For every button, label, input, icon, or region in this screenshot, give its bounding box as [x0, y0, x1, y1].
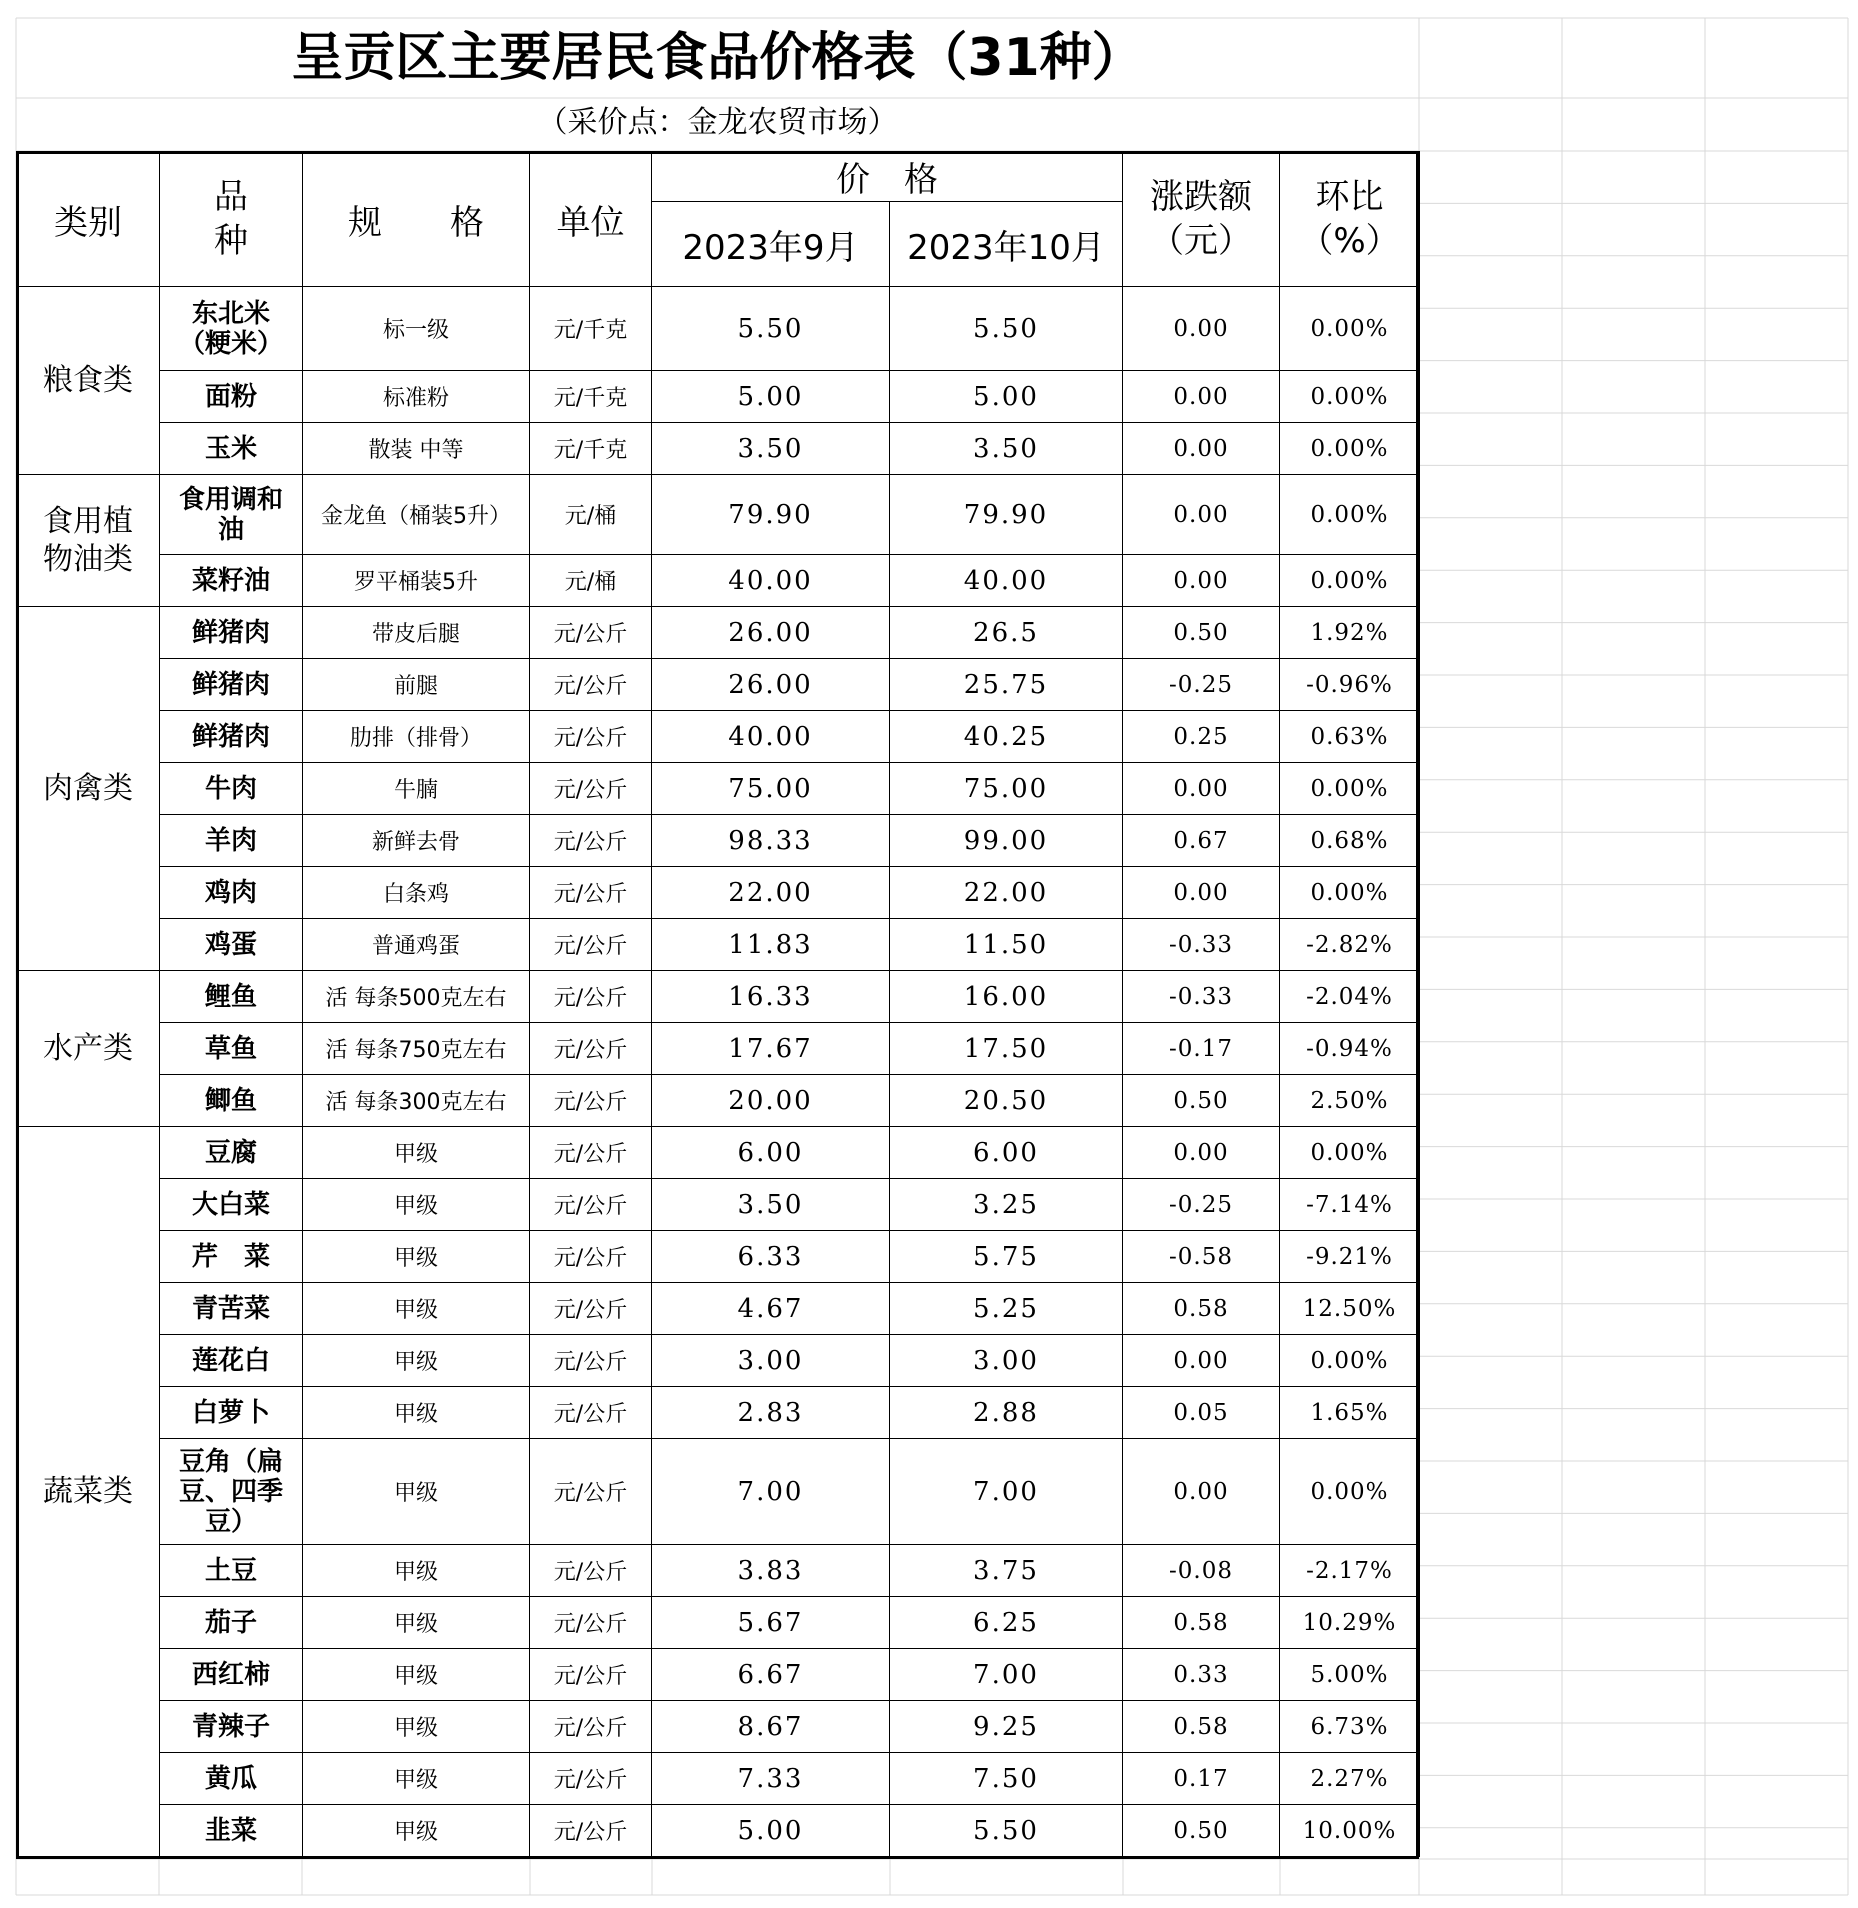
change-cell: 0.00: [1123, 1439, 1280, 1545]
item-cell: 鸡蛋: [160, 919, 303, 971]
table-row: [17, 1127, 1420, 1179]
curr-price-cell: 75.00: [890, 763, 1123, 815]
curr-price-cell: 3.00: [890, 1335, 1123, 1387]
prev-price-cell: 4.67: [652, 1283, 890, 1335]
header-curr-month: 2023年10月: [890, 202, 1123, 287]
prev-price-cell: 2.83: [652, 1387, 890, 1439]
prev-price-cell: 40.00: [652, 711, 890, 763]
pct-cell: 0.00%: [1280, 1335, 1420, 1387]
header-spec: 规 格: [303, 152, 530, 287]
pct-cell: 1.92%: [1280, 607, 1420, 659]
spec-cell: 牛腩: [303, 763, 530, 815]
curr-price-cell: 5.50: [890, 287, 1123, 371]
page-title: 呈贡区主要居民食品价格表（31种）: [291, 28, 1144, 88]
pct-cell: 0.00%: [1280, 555, 1420, 607]
spec-cell: 甲级: [303, 1701, 530, 1753]
pct-cell: -2.82%: [1280, 919, 1420, 971]
unit-cell: 元/公斤: [530, 659, 652, 711]
spec-cell: 甲级: [303, 1335, 530, 1387]
pct-cell: 0.00%: [1280, 287, 1420, 371]
pct-cell: 2.27%: [1280, 1753, 1420, 1805]
spec-cell: 甲级: [303, 1805, 530, 1857]
table-row: [17, 555, 1420, 607]
item-cell: 黄瓜: [160, 1753, 303, 1805]
unit-cell: 元/桶: [530, 555, 652, 607]
item-cell: 鲫鱼: [160, 1075, 303, 1127]
change-cell: 0.00: [1123, 763, 1280, 815]
table-row: [17, 423, 1420, 475]
unit-cell: 元/公斤: [530, 815, 652, 867]
pct-cell: -2.04%: [1280, 971, 1420, 1023]
unit-cell: 元/公斤: [530, 1179, 652, 1231]
spec-cell: 甲级: [303, 1283, 530, 1335]
table-row: [17, 475, 1420, 555]
spec-cell: 甲级: [303, 1439, 530, 1545]
curr-price-cell: 40.00: [890, 555, 1123, 607]
spec-cell: 普通鸡蛋: [303, 919, 530, 971]
pct-cell: -0.94%: [1280, 1023, 1420, 1075]
prev-price-cell: 6.67: [652, 1649, 890, 1701]
prev-price-cell: 7.33: [652, 1753, 890, 1805]
curr-price-cell: 25.75: [890, 659, 1123, 711]
pct-cell: -7.14%: [1280, 1179, 1420, 1231]
change-cell: -0.58: [1123, 1231, 1280, 1283]
prev-price-cell: 98.33: [652, 815, 890, 867]
curr-price-cell: 7.00: [890, 1439, 1123, 1545]
table-row: [17, 287, 1420, 371]
change-cell: 0.00: [1123, 371, 1280, 423]
prev-price-cell: 7.00: [652, 1439, 890, 1545]
curr-price-cell: 2.88: [890, 1387, 1123, 1439]
pct-cell: 0.00%: [1280, 475, 1420, 555]
prev-price-cell: 11.83: [652, 919, 890, 971]
pct-cell: 0.00%: [1280, 1439, 1420, 1545]
page-subtitle: （采价点：金龙农贸市场）: [537, 105, 898, 140]
unit-cell: 元/公斤: [530, 919, 652, 971]
table-row: [17, 971, 1420, 1023]
spec-cell: 活 每条750克左右: [303, 1023, 530, 1075]
item-cell: 豆腐: [160, 1127, 303, 1179]
item-cell: 鲜猪肉: [160, 711, 303, 763]
change-cell: 0.00: [1123, 287, 1280, 371]
change-cell: 0.58: [1123, 1597, 1280, 1649]
category-cell: 肉禽类: [17, 607, 160, 971]
item-cell: 鲜猪肉: [160, 659, 303, 711]
item-cell: 东北米 （粳米）: [160, 287, 303, 371]
pct-cell: 12.50%: [1280, 1283, 1420, 1335]
unit-cell: 元/公斤: [530, 763, 652, 815]
unit-cell: 元/公斤: [530, 1701, 652, 1753]
table-row: [17, 711, 1420, 763]
prev-price-cell: 75.00: [652, 763, 890, 815]
unit-cell: 元/公斤: [530, 1753, 652, 1805]
item-cell: 牛肉: [160, 763, 303, 815]
table-row: [17, 1283, 1420, 1335]
curr-price-cell: 5.25: [890, 1283, 1123, 1335]
unit-cell: 元/公斤: [530, 1023, 652, 1075]
unit-cell: 元/公斤: [530, 1335, 652, 1387]
table-body: [17, 287, 1420, 1857]
table-row: [17, 1649, 1420, 1701]
change-cell: 0.25: [1123, 711, 1280, 763]
table-row: [17, 1335, 1420, 1387]
spec-cell: 活 每条300克左右: [303, 1075, 530, 1127]
curr-price-cell: 26.5: [890, 607, 1123, 659]
category-cell: 水产类: [17, 971, 160, 1127]
header-change: 涨跌额 （元）: [1123, 152, 1280, 287]
curr-price-cell: 5.50: [890, 1805, 1123, 1857]
curr-price-cell: 3.25: [890, 1179, 1123, 1231]
pct-cell: 1.65%: [1280, 1387, 1420, 1439]
pct-cell: 0.00%: [1280, 423, 1420, 475]
item-cell: 羊肉: [160, 815, 303, 867]
prev-price-cell: 5.00: [652, 371, 890, 423]
change-cell: 0.00: [1123, 1127, 1280, 1179]
change-cell: 0.33: [1123, 1649, 1280, 1701]
pct-cell: 0.00%: [1280, 763, 1420, 815]
change-cell: 0.00: [1123, 867, 1280, 919]
item-cell: 大白菜: [160, 1179, 303, 1231]
curr-price-cell: 17.50: [890, 1023, 1123, 1075]
item-cell: 莲花白: [160, 1335, 303, 1387]
change-cell: -0.25: [1123, 659, 1280, 711]
unit-cell: 元/公斤: [530, 867, 652, 919]
spec-cell: 标一级: [303, 287, 530, 371]
item-cell: 豆角（扁 豆、四季 豆）: [160, 1439, 303, 1545]
change-cell: 0.58: [1123, 1283, 1280, 1335]
change-cell: 0.05: [1123, 1387, 1280, 1439]
table-row: [17, 1439, 1420, 1545]
category-cell: 食用植 物油类: [17, 475, 160, 607]
pct-cell: 0.00%: [1280, 1127, 1420, 1179]
change-cell: -0.25: [1123, 1179, 1280, 1231]
item-cell: 鲤鱼: [160, 971, 303, 1023]
table-row: [17, 815, 1420, 867]
table-row: [17, 1597, 1420, 1649]
table-row: [17, 1075, 1420, 1127]
spec-cell: 标准粉: [303, 371, 530, 423]
change-cell: 0.58: [1123, 1701, 1280, 1753]
prev-price-cell: 16.33: [652, 971, 890, 1023]
change-cell: 0.00: [1123, 423, 1280, 475]
item-cell: 鸡肉: [160, 867, 303, 919]
item-cell: 青辣子: [160, 1701, 303, 1753]
table-row: [17, 1023, 1420, 1075]
unit-cell: 元/公斤: [530, 607, 652, 659]
spec-cell: 甲级: [303, 1649, 530, 1701]
spec-cell: 活 每条500克左右: [303, 971, 530, 1023]
spec-cell: 前腿: [303, 659, 530, 711]
item-cell: 面粉: [160, 371, 303, 423]
curr-price-cell: 6.00: [890, 1127, 1123, 1179]
spec-cell: 金龙鱼（桶装5升）: [303, 475, 530, 555]
pct-cell: 6.73%: [1280, 1701, 1420, 1753]
table-row: [17, 1231, 1420, 1283]
pct-cell: 10.00%: [1280, 1805, 1420, 1857]
unit-cell: 元/公斤: [530, 1387, 652, 1439]
unit-cell: 元/桶: [530, 475, 652, 555]
unit-cell: 元/公斤: [530, 1439, 652, 1545]
unit-cell: 元/公斤: [530, 971, 652, 1023]
pct-cell: 0.00%: [1280, 371, 1420, 423]
curr-price-cell: 11.50: [890, 919, 1123, 971]
table-row: [17, 371, 1420, 423]
prev-price-cell: 5.50: [652, 287, 890, 371]
table-row: [17, 1701, 1420, 1753]
spec-cell: 甲级: [303, 1231, 530, 1283]
curr-price-cell: 40.25: [890, 711, 1123, 763]
table-row: [17, 919, 1420, 971]
spec-cell: 甲级: [303, 1179, 530, 1231]
table-row: [17, 763, 1420, 815]
pct-cell: -0.96%: [1280, 659, 1420, 711]
change-cell: -0.33: [1123, 919, 1280, 971]
change-cell: 0.00: [1123, 475, 1280, 555]
pct-cell: 0.00%: [1280, 867, 1420, 919]
prev-price-cell: 17.67: [652, 1023, 890, 1075]
prev-price-cell: 22.00: [652, 867, 890, 919]
curr-price-cell: 6.25: [890, 1597, 1123, 1649]
header-unit: 单位: [530, 152, 652, 287]
price-table: [16, 151, 1420, 1857]
change-cell: 0.17: [1123, 1753, 1280, 1805]
table-header: [17, 152, 1420, 287]
table-row: [17, 607, 1420, 659]
item-cell: 鲜猪肉: [160, 607, 303, 659]
item-cell: 玉米: [160, 423, 303, 475]
unit-cell: 元/公斤: [530, 1597, 652, 1649]
curr-price-cell: 9.25: [890, 1701, 1123, 1753]
spec-cell: 甲级: [303, 1753, 530, 1805]
prev-price-cell: 3.83: [652, 1545, 890, 1597]
spec-cell: 罗平桶装5升: [303, 555, 530, 607]
prev-price-cell: 6.00: [652, 1127, 890, 1179]
unit-cell: 元/千克: [530, 371, 652, 423]
item-cell: 菜籽油: [160, 555, 303, 607]
unit-cell: 元/公斤: [530, 1649, 652, 1701]
pct-cell: 10.29%: [1280, 1597, 1420, 1649]
spec-cell: 甲级: [303, 1387, 530, 1439]
prev-price-cell: 5.67: [652, 1597, 890, 1649]
header-price: 价 格: [652, 152, 1123, 202]
category-cell: 蔬菜类: [17, 1127, 160, 1857]
header-pct: 环比 （%）: [1280, 152, 1420, 287]
spec-cell: 散装 中等: [303, 423, 530, 475]
prev-price-cell: 26.00: [652, 607, 890, 659]
table-row: [17, 867, 1420, 919]
curr-price-cell: 5.75: [890, 1231, 1123, 1283]
change-cell: -0.17: [1123, 1023, 1280, 1075]
prev-price-cell: 3.50: [652, 1179, 890, 1231]
change-cell: 0.50: [1123, 607, 1280, 659]
item-cell: 芹 菜: [160, 1231, 303, 1283]
change-cell: 0.67: [1123, 815, 1280, 867]
prev-price-cell: 3.00: [652, 1335, 890, 1387]
item-cell: 茄子: [160, 1597, 303, 1649]
pct-cell: 0.63%: [1280, 711, 1420, 763]
curr-price-cell: 22.00: [890, 867, 1123, 919]
unit-cell: 元/千克: [530, 423, 652, 475]
table-row: [17, 1387, 1420, 1439]
item-cell: 西红柿: [160, 1649, 303, 1701]
unit-cell: 元/千克: [530, 287, 652, 371]
curr-price-cell: 20.50: [890, 1075, 1123, 1127]
unit-cell: 元/公斤: [530, 1127, 652, 1179]
curr-price-cell: 7.00: [890, 1649, 1123, 1701]
change-cell: 0.00: [1123, 1335, 1280, 1387]
change-cell: 0.50: [1123, 1805, 1280, 1857]
header-category: 类别: [17, 152, 160, 287]
curr-price-cell: 79.90: [890, 475, 1123, 555]
table-row: [17, 1545, 1420, 1597]
spec-cell: 白条鸡: [303, 867, 530, 919]
prev-price-cell: 20.00: [652, 1075, 890, 1127]
unit-cell: 元/公斤: [530, 711, 652, 763]
table-row: [17, 1805, 1420, 1857]
pct-cell: -9.21%: [1280, 1231, 1420, 1283]
curr-price-cell: 5.00: [890, 371, 1123, 423]
curr-price-cell: 3.75: [890, 1545, 1123, 1597]
prev-price-cell: 5.00: [652, 1805, 890, 1857]
table-row: [17, 1179, 1420, 1231]
change-cell: -0.33: [1123, 971, 1280, 1023]
table-row: [17, 1753, 1420, 1805]
prev-price-cell: 79.90: [652, 475, 890, 555]
header-item: 品 种: [160, 152, 303, 287]
pct-cell: 5.00%: [1280, 1649, 1420, 1701]
unit-cell: 元/公斤: [530, 1231, 652, 1283]
curr-price-cell: 16.00: [890, 971, 1123, 1023]
change-cell: 0.50: [1123, 1075, 1280, 1127]
change-cell: 0.00: [1123, 555, 1280, 607]
spec-cell: 带皮后腿: [303, 607, 530, 659]
spec-cell: 肋排（排骨）: [303, 711, 530, 763]
pct-cell: -2.17%: [1280, 1545, 1420, 1597]
prev-price-cell: 40.00: [652, 555, 890, 607]
change-cell: -0.08: [1123, 1545, 1280, 1597]
curr-price-cell: 7.50: [890, 1753, 1123, 1805]
unit-cell: 元/公斤: [530, 1545, 652, 1597]
spec-cell: 甲级: [303, 1127, 530, 1179]
curr-price-cell: 99.00: [890, 815, 1123, 867]
prev-price-cell: 26.00: [652, 659, 890, 711]
category-cell: 粮食类: [17, 287, 160, 475]
pct-cell: 0.68%: [1280, 815, 1420, 867]
item-cell: 草鱼: [160, 1023, 303, 1075]
header-prev-month: 2023年9月: [652, 202, 890, 287]
item-cell: 食用调和 油: [160, 475, 303, 555]
item-cell: 土豆: [160, 1545, 303, 1597]
pct-cell: 2.50%: [1280, 1075, 1420, 1127]
spec-cell: 甲级: [303, 1545, 530, 1597]
prev-price-cell: 6.33: [652, 1231, 890, 1283]
unit-cell: 元/公斤: [530, 1283, 652, 1335]
unit-cell: 元/公斤: [530, 1075, 652, 1127]
item-cell: 青苦菜: [160, 1283, 303, 1335]
prev-price-cell: 3.50: [652, 423, 890, 475]
item-cell: 白萝卜: [160, 1387, 303, 1439]
unit-cell: 元/公斤: [530, 1805, 652, 1857]
item-cell: 韭菜: [160, 1805, 303, 1857]
spec-cell: 甲级: [303, 1597, 530, 1649]
curr-price-cell: 3.50: [890, 423, 1123, 475]
table-row: [17, 659, 1420, 711]
prev-price-cell: 8.67: [652, 1701, 890, 1753]
spec-cell: 新鲜去骨: [303, 815, 530, 867]
